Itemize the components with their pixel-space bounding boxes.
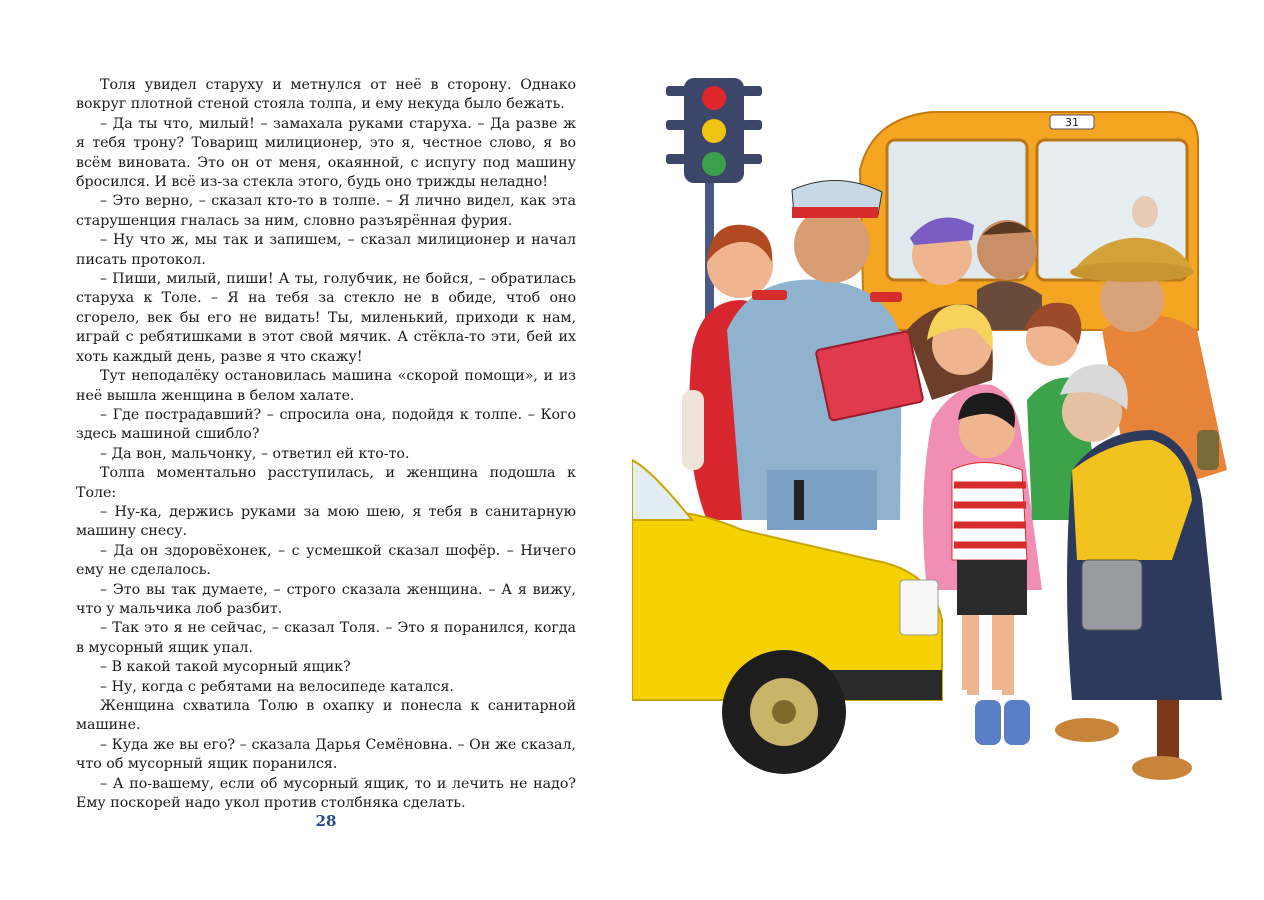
paragraph: – Да он здоровёхонек, – с усмешкой сказал шофёр. – Ничего ему не сделалось. xyxy=(76,542,576,579)
paragraph: – А по-вашему, если об мусорный ящик, то и лечить не надо? Ему поскорей надо укол против столбняка сделать. xyxy=(76,775,576,812)
paragraph: – Где пострадавший? – спросила она, подойдя к толпе. – Кого здесь машиной сшибло? xyxy=(76,406,576,443)
paragraph: – В какой такой мусорный ящик? xyxy=(100,659,351,676)
paragraph: – Да вон, мальчонку, – ответил ей кто-то. xyxy=(100,445,410,462)
paragraph: – Так это я не сейчас, – сказал Толя. – Это я поранился, когда в мусорный ящик упал. xyxy=(76,620,576,656)
paragraph: – Куда же вы его? – сказала Дарья Семёновна. – Он же сказал, что об мусорный ящик поранился. xyxy=(76,736,576,773)
page-number: 28 xyxy=(315,812,337,830)
street-scene-illustration xyxy=(632,0,1264,900)
paragraph: – Это верно, – сказал кто-то в толпе. – Я лично видел, как эта старушенция гналась за ним, словно разъярённая фурия. xyxy=(76,193,576,229)
paragraph: Толпа моментально расступилась, и женщина подошла к Толе: xyxy=(76,465,576,501)
right-page xyxy=(632,0,1264,900)
paragraph: Тут неподалёку остановилась машина «скорой помощи», и из неё вышла женщина в белом халате. xyxy=(76,368,576,404)
paragraph: – Да ты что, милый! – замахала руками старуха. – Да разве ж я тебя трону? Товарищ милиционер, это я, честное слово, я во всём виновата. Это он от меня, окаянной, с испугу под машину бросился. И всё из-за стекла этого, будь оно трижды неладно! xyxy=(76,115,576,191)
paragraph: – Ну, когда с ребятами на велосипеде катался. xyxy=(100,678,454,695)
paragraph: – Это вы так думаете, – строго сказала женщина. – А я вижу, что у мальчика лоб разбит. xyxy=(76,581,576,617)
bus-number: 31 xyxy=(1065,116,1079,129)
paragraph: – Пиши, милый, пиши! А ты, голубчик, не бойся, – обратилась старуха к Толе. – Я на тебя за стекло не в обиде, чтоб оно сгорело, век бы его не видать! Ты, миленький, приходи к нам, играй с ребятишками в этот свой мячик. А стёкла-то эти, бей их хоть каждый день, разве я что скажу! xyxy=(76,271,576,365)
story-text xyxy=(76,76,576,813)
paragraph: – Ну-ка, держись руками за мою шею, я тебя в санитарную машину снесу. xyxy=(76,503,576,540)
paragraph: Женщина схватила Толю в охапку и понесла к санитарной машине. xyxy=(76,698,576,734)
traffic-light xyxy=(666,78,762,340)
paragraph: Толя увидел старуху и метнулся от неё в сторону. Однако вокруг плотной стеной стояла толпа, и ему некуда было бежать. xyxy=(76,77,576,113)
paragraph: – Ну что ж, мы так и запишем, – сказал милиционер и начал писать протокол. xyxy=(76,232,576,268)
